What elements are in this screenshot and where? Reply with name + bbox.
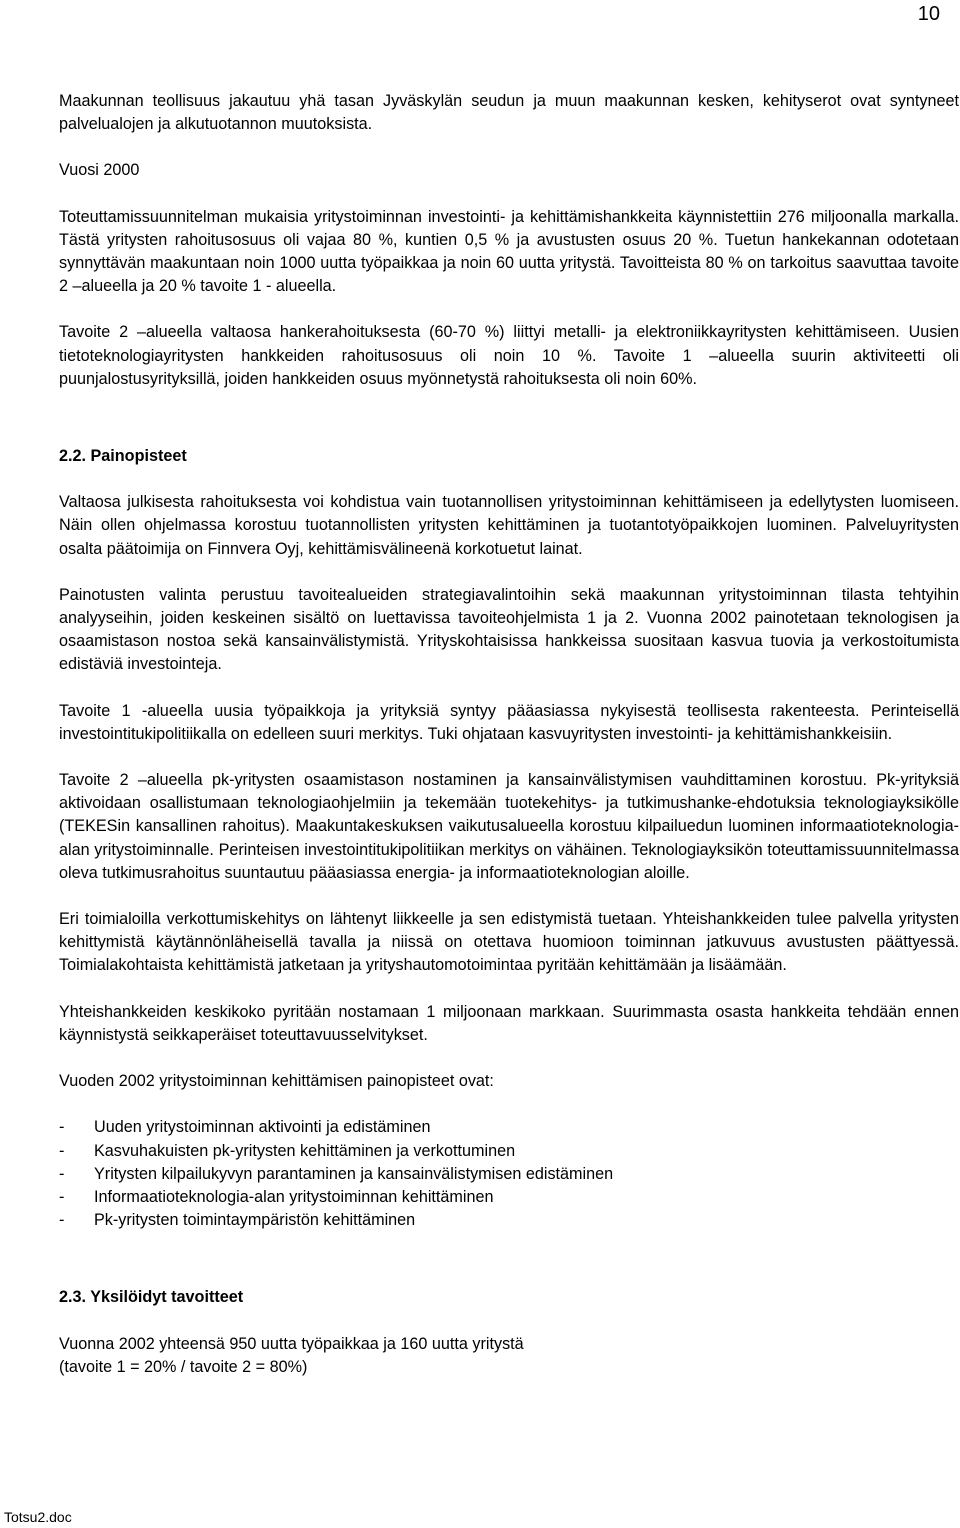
year-label: Vuosi 2000 — [59, 161, 140, 180]
goal-split-line: (tavoite 1 = 20% / tavoite 2 = 80%) — [59, 1357, 308, 1376]
paragraph: Tavoite 2 –alueella valtaosa hankerahoituksesta (60-70 %) liittyi metalli- ja elektroniikkayritysten kehittämiseen. Uusien tietoteknologiayritysten hankkeiden rahoitusosuus oli noin 10 %. Tavoite 1 –alueella suurin aktiviteetti oli puunjalostusyrityksillä, joiden hankkeiden osuus myönnetystä rahoituksesta oli noin 60%. — [59, 323, 959, 388]
page-number: 10 — [917, 3, 940, 25]
document-body — [59, 90, 959, 1379]
paragraph: Valtaosa julkisesta rahoituksesta voi kohdistua vain tuotannollisen yritystoiminnan kehittämiseen ja edellytysten luomiseen. Näin ollen ohjelmassa korostuu tuotannollisten yritysten kehittäminen ja tuotantotyöpaikkojen luominen. Palveluyritysten osalta päätoimija on Finnvera Oyj, kehittämisvälineenä korkotuetut lainat. — [59, 493, 959, 558]
dash-bullet: - — [59, 1118, 65, 1137]
paragraph: Tavoite 2 –alueella pk-yritysten osaamistason nostaminen ja kansainvälistymisen vauhdittaminen korostuu. Pk-yrityksiä aktivoidaan osallistumaan teknologiaohjelmiin ja tekemään tuotekehitys- ja tutkimushanke-ehdotuksia teknologiayksikölle (TEKESin kansallinen rahoitus). Maakuntakeskuksen vaikutusalueella korostuu kilpailuedun luominen informaatioteknologia-alan yritystoiminnalle. Perinteisen investointitukipolitiikan merkitys on vähäinen. Teknologiayksikön toteuttamissuunnitelmassa oleva tutkimusrahoitus suuntautuu pääasiassa energia- ja informaatioteknologian aloille. — [59, 771, 959, 882]
section-heading-2-3: 2.3. Yksilöidyt tavoitteet — [59, 1288, 244, 1307]
dash-bullet: - — [59, 1187, 65, 1206]
section-heading-2-2: 2.2. Painopisteet — [59, 447, 187, 466]
footer-filename: Totsu2.doc — [4, 1509, 72, 1525]
list-item-text: Pk-yritysten toimintaympäristön kehittäminen — [94, 1211, 416, 1230]
list-item — [59, 1116, 959, 1139]
paragraph: Yhteishankkeiden keskikoko pyritään nostamaan 1 miljoonaan markkaan. Suurimmasta osasta hankkeita tehdään ennen käynnistystä seikkaperäiset toteuttavuusselvitykset. — [59, 1002, 959, 1044]
list-item-text: Uuden yritystoiminnan aktivointi ja edistäminen — [94, 1118, 431, 1137]
list-item-text: Yritysten kilpailukyvyn parantaminen ja kansainvälistymisen edistäminen — [94, 1164, 614, 1183]
paragraph: Eri toimialoilla verkottumiskehitys on lähtenyt liikkeelle ja sen edistymistä tuetaan. Yhteishankkeiden tulee palvella yritysten kehittymistä käytännönläheisellä tavalla ja niissä on otettava huomioon toiminnan jatkuvuus avustusten päättyessä. Toimialakohtaista kehittämistä jatketaan ja yrityshautomotoimintaa pyritään kehittämään ja lisäämään. — [59, 910, 959, 975]
intro-paragraph: Maakunnan teollisuus jakautuu yhä tasan Jyväskylän seudun ja muun maakunnan kesken, kehityserot ovat syntyneet palvelualojen ja alkutuotannon muutoksista. — [59, 92, 959, 134]
list-item-text: Informaatioteknologia-alan yritystoiminnan kehittäminen — [94, 1187, 494, 1206]
priority-list — [59, 1116, 959, 1232]
dash-bullet: - — [59, 1211, 65, 1230]
goal-line: Vuonna 2002 yhteensä 950 uutta työpaikkaa ja 160 uutta yritystä — [59, 1334, 524, 1353]
list-item — [59, 1209, 959, 1232]
list-item-text: Kasvuhakuisten pk-yritysten kehittäminen ja verkottuminen — [94, 1141, 516, 1160]
list-item — [59, 1186, 959, 1209]
list-item — [59, 1140, 959, 1163]
list-intro: Vuoden 2002 yritystoiminnan kehittämisen painopisteet ovat: — [59, 1072, 494, 1091]
list-item — [59, 1163, 959, 1186]
paragraph: Painotusten valinta perustuu tavoitealueiden strategiavalintoihin sekä maakunnan yritystoiminnan tilasta tehtyihin analyyseihin, joiden keskeinen sisältö on luettavissa tavoiteohjelmista 1 ja 2. Vuonna 2002 painotetaan teknologisen ja osaamistason nostoa sekä kansainvälistymistä. Yrityskohtaisissa hankkeissa suositaan kasvua tuovia ja verkostoitumista edistäviä investointeja. — [59, 585, 959, 674]
paragraph: Tavoite 1 -alueella uusia työpaikkoja ja yrityksiä syntyy pääasiassa nykyisestä teollisesta rakenteesta. Perinteisellä investointitukipolitiikalla on edelleen suuri merkitys. Tuki ohjataan kasvuyritysten investointi- ja kehittämishankkeisiin. — [59, 701, 959, 743]
dash-bullet: - — [59, 1164, 65, 1183]
paragraph: Toteuttamissuunnitelman mukaisia yritystoiminnan investointi- ja kehittämishankkeita käynnistettiin 276 miljoonalla markalla. Tästä yritysten rahoitusosuus oli vajaa 80 %, kuntien 0,5 % ja avustusten osuus 20 %. Tuetun hankekannan odotetaan synnyttävän maakuntaan noin 1000 uutta työpaikkaa ja noin 60 uutta yritystä. Tavoitteista 80 % on tarkoitus saavuttaa tavoite 2 –alueella ja 20 % tavoite 1 - alueella. — [59, 207, 959, 296]
dash-bullet: - — [59, 1141, 65, 1160]
